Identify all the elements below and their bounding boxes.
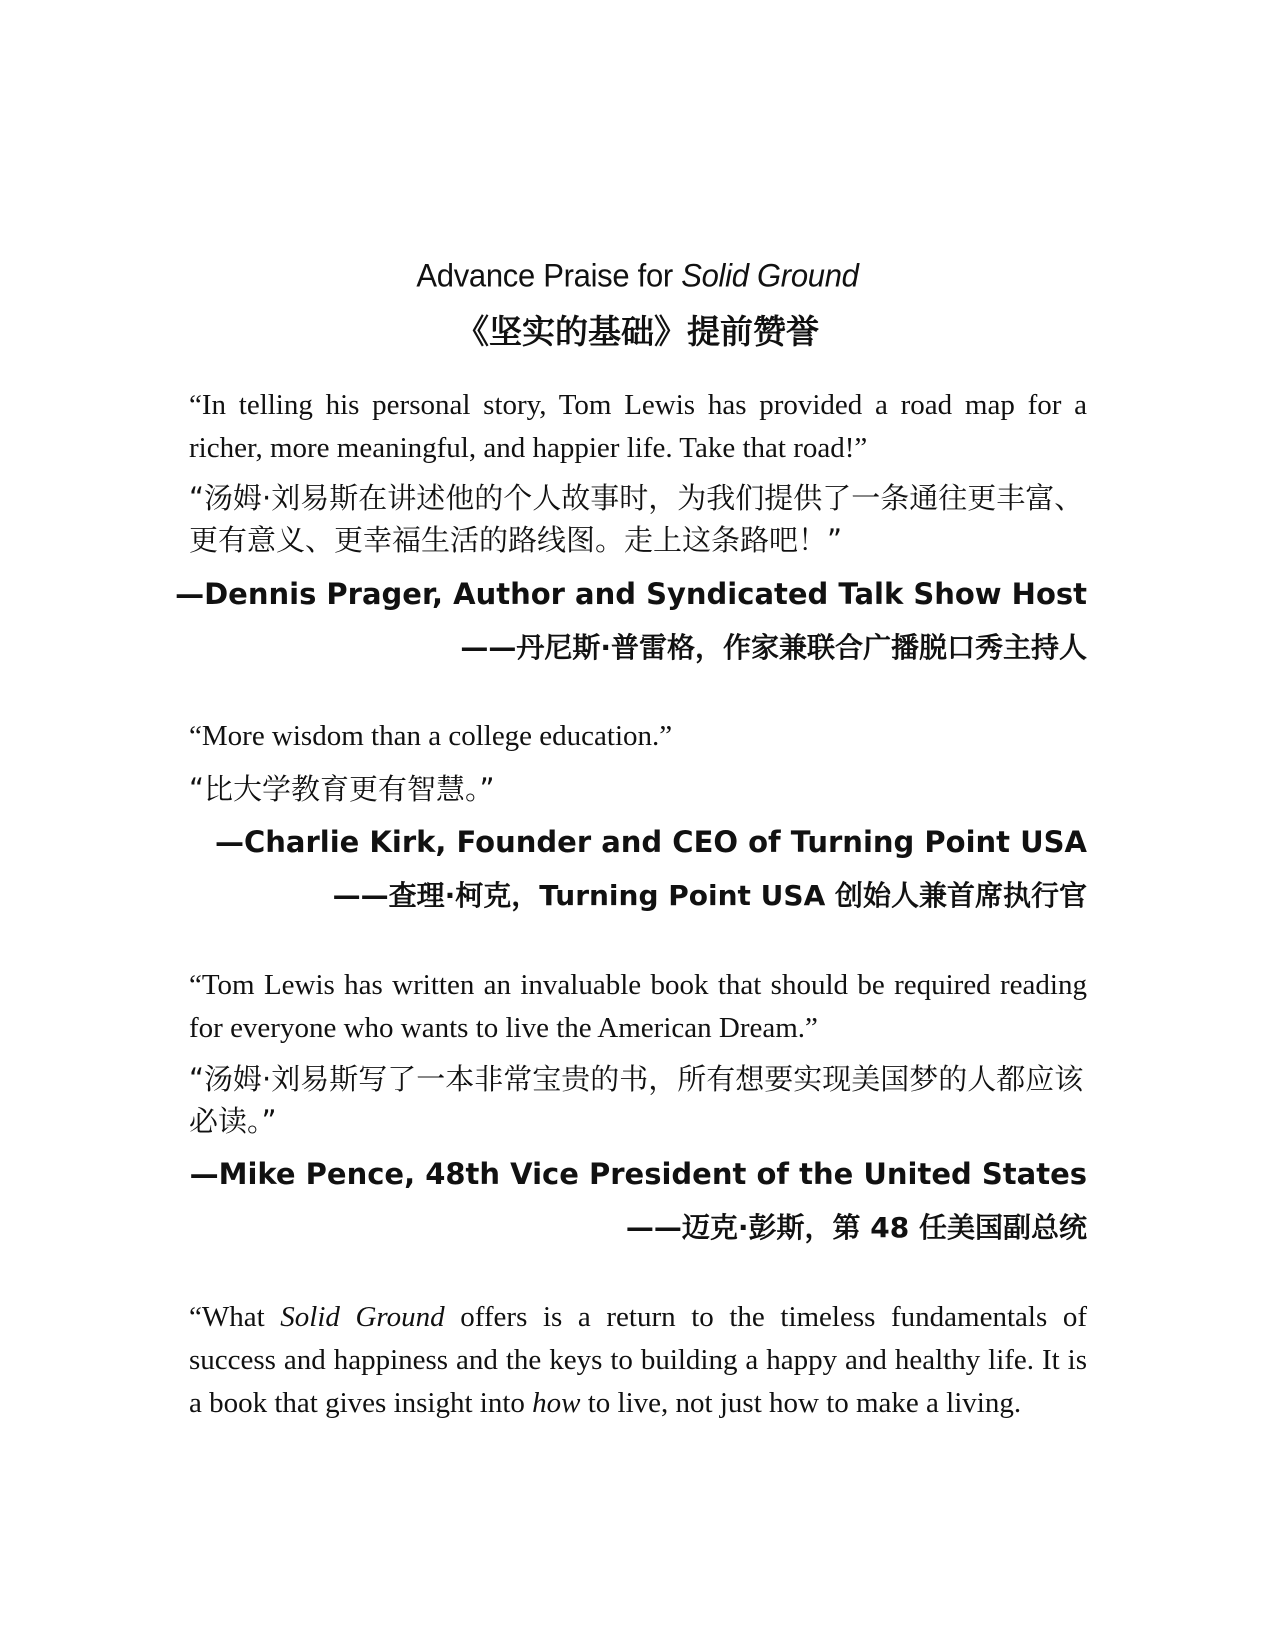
- page-title-chinese: 《坚实的基础》提前赞誉: [456, 312, 819, 351]
- title-prefix: Advance Praise for: [416, 257, 682, 294]
- praise-4-text-part1: “What: [189, 1301, 281, 1333]
- page-title-english: [0, 255, 1275, 297]
- praise-2-attribution-chinese: ——查理·柯克，Turning Point USA 创始人兼首席执行官: [332, 879, 1087, 912]
- praise-2-quote-english: “More wisdom than a college education.”: [189, 720, 673, 752]
- book-title: Solid Ground: [681, 257, 859, 294]
- praise-2-quote-chinese: “比大学教育更有智慧。”: [189, 772, 495, 806]
- praise-3-attribution-english: —Mike Pence, 48th Vice President of the United States: [189, 1157, 1087, 1191]
- praise-3-quote-english: “Tom Lewis has written an invaluable book that should be required reading for everyone who wants to live the American Dream.”: [189, 969, 1087, 1044]
- praise-1-attribution-chinese: ——丹尼斯·普雷格，作家兼联合广播脱口秀主持人: [460, 631, 1087, 664]
- praise-2-attribution-english: —Charlie Kirk, Founder and CEO of Turning Point USA: [214, 825, 1087, 859]
- praise-4-text-part2: offers is a return to the timeless fundamentals of success and happiness and the keys to building a happy and healthy life. It is a book that gives insight into: [189, 1301, 1088, 1419]
- praise-3-attribution-chinese: ——迈克·彭斯，第 48 任美国副总统: [625, 1211, 1087, 1244]
- praise-1-quote-chinese: “汤姆·刘易斯在讲述他的个人故事时，为我们提供了一条通往更丰富、更有意义、更幸福生活的路线图。走上这条路吧！”: [189, 481, 1084, 557]
- praise-3-quote-chinese: “汤姆·刘易斯写了一本非常宝贵的书，所有想要实现美国梦的人都应该必读。”: [189, 1062, 1084, 1138]
- praise-4-text-part3: to live, not just how to make a living.: [580, 1387, 1022, 1419]
- praise-1-quote-english: “In telling his personal story, Tom Lewis has provided a road map for a richer, more meaningful, and happier life. Take that road!”: [189, 389, 1087, 464]
- praise-1-attribution-english: —Dennis Prager, Author and Syndicated Talk Show Host: [175, 577, 1087, 611]
- praise-4-emphasis: how: [532, 1387, 581, 1419]
- praise-4-book-title: Solid Ground: [280, 1301, 445, 1333]
- praise-4-quote-english: [189, 1296, 1087, 1425]
